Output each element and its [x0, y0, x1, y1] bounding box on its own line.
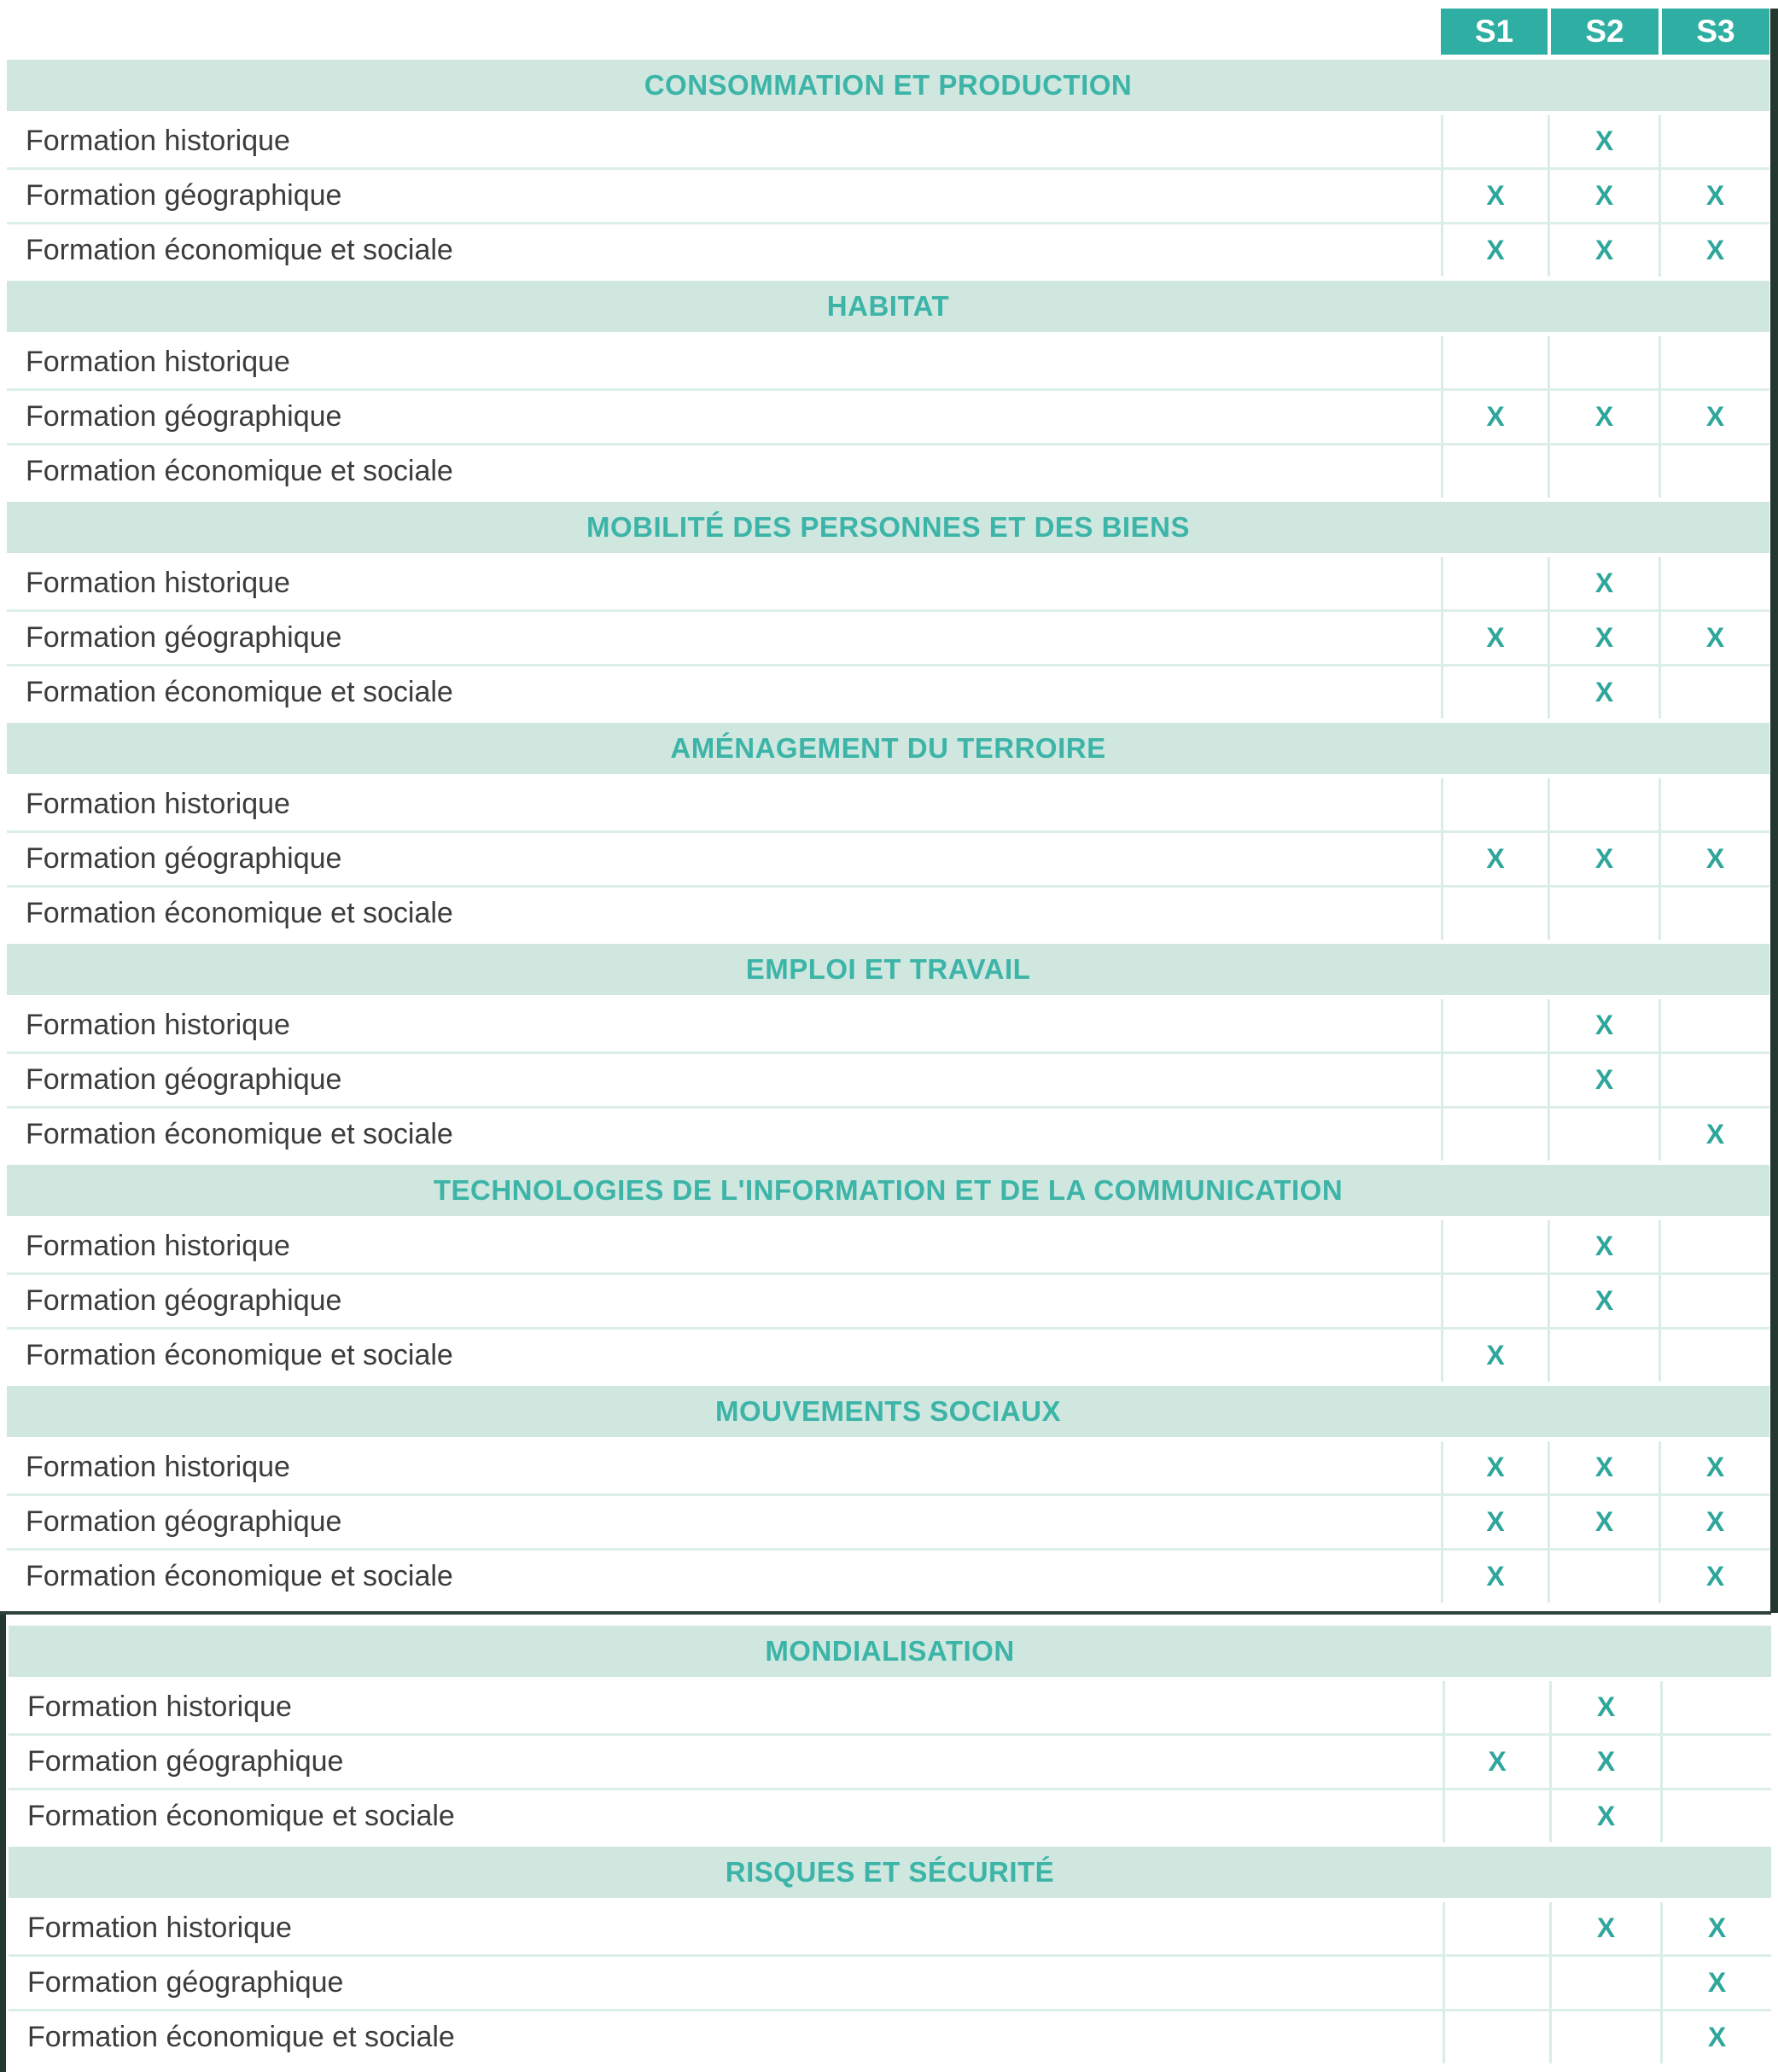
mark-cell: X [1658, 224, 1769, 276]
mark-cell: X [1441, 1441, 1548, 1493]
row-label: Formation historique [26, 125, 290, 157]
mark-cell: X [1548, 1275, 1658, 1327]
row-label: Formation historique [26, 1230, 290, 1262]
row-label: Formation géographique [27, 1966, 344, 1999]
table-row [7, 1441, 1769, 1493]
row-label: Formation historique [26, 1451, 290, 1483]
mark-cell [1658, 999, 1769, 1051]
mark-cell: X [1660, 1902, 1771, 1954]
section-rows [7, 557, 1769, 719]
mark-cell [1658, 557, 1769, 609]
table-part-top [7, 9, 1769, 1603]
row-label: Formation géographique [26, 842, 342, 875]
mark-cell [1549, 1957, 1660, 2009]
table-row [7, 443, 1769, 498]
section-header: TECHNOLOGIES DE L'INFORMATION ET DE LA COMMUNICATION [7, 1165, 1769, 1216]
theme-section [9, 1626, 1771, 1842]
table-row [7, 1327, 1769, 1382]
table-row [7, 1051, 1769, 1106]
mark-cell: X [1548, 999, 1658, 1051]
mark-cell: X [1548, 666, 1658, 719]
row-label: Formation économique et sociale [26, 676, 453, 708]
section-header: EMPLOI ET TRAVAIL [7, 944, 1769, 995]
theme-section [7, 60, 1769, 276]
row-label: Formation économique et sociale [26, 1560, 453, 1592]
mark-cell [1658, 888, 1769, 940]
row-label: Formation historique [26, 567, 290, 599]
column-header-s3: S3 [1658, 9, 1769, 55]
mark-cell: X [1658, 170, 1769, 222]
section-rows [7, 115, 1769, 276]
table-row [9, 1681, 1771, 1733]
theme-section [7, 944, 1769, 1161]
row-label: Formation historique [27, 1912, 292, 1944]
mark-cell: X [1441, 224, 1548, 276]
table-row [9, 1902, 1771, 1954]
row-label: Formation historique [26, 346, 290, 378]
mark-cell: X [1548, 1441, 1658, 1493]
mark-cell: X [1548, 1220, 1658, 1272]
table-row [7, 336, 1769, 388]
row-label: Formation économique et sociale [27, 2021, 455, 2053]
theme-section [7, 723, 1769, 940]
mark-cell: X [1658, 833, 1769, 885]
mark-cell [1548, 445, 1658, 498]
mark-cell [1658, 666, 1769, 719]
mark-cell: X [1441, 1496, 1548, 1548]
section-rows [7, 778, 1769, 940]
mark-cell: X [1548, 1496, 1658, 1548]
mark-cell: X [1548, 1054, 1658, 1106]
mark-cell [1660, 1736, 1771, 1788]
mark-cell: X [1441, 170, 1548, 222]
mark-cell [1548, 1330, 1658, 1382]
mark-cell [1549, 2011, 1660, 2063]
row-label: Formation géographique [26, 1063, 342, 1096]
mark-cell [1443, 1957, 1549, 2009]
table-row [7, 999, 1769, 1051]
theme-section [7, 502, 1769, 719]
mark-cell: X [1441, 1551, 1548, 1603]
mark-cell [1443, 1790, 1549, 1842]
mark-cell [1658, 1054, 1769, 1106]
section-rows [9, 1681, 1771, 1842]
section-header: MOBILITÉ DES PERSONNES ET DES BIENS [7, 502, 1769, 553]
section-rows [9, 1902, 1771, 2063]
table-row [7, 222, 1769, 276]
mark-cell [1443, 1902, 1549, 1954]
section-header: CONSOMMATION ET PRODUCTION [7, 60, 1769, 111]
theme-section [7, 1165, 1769, 1382]
mark-cell [1443, 1681, 1549, 1733]
table-row [7, 115, 1769, 167]
mark-cell: X [1658, 612, 1769, 664]
mark-cell [1548, 1551, 1658, 1603]
mark-cell [1658, 1330, 1769, 1382]
section-header: MONDIALISATION [9, 1626, 1771, 1677]
mark-cell [1441, 1275, 1548, 1327]
table-row [7, 664, 1769, 719]
mark-cell [1658, 336, 1769, 388]
table-row [9, 1788, 1771, 1842]
column-header-s2: S2 [1548, 9, 1658, 55]
mark-cell [1658, 778, 1769, 830]
row-label: Formation économique et sociale [26, 234, 453, 266]
mark-cell: X [1548, 115, 1658, 167]
mark-cell [1548, 778, 1658, 830]
row-label: Formation économique et sociale [26, 1118, 453, 1150]
mark-cell: X [1548, 557, 1658, 609]
mark-cell [1658, 115, 1769, 167]
mark-cell [1441, 1220, 1548, 1272]
right-edge-border [1770, 9, 1778, 1613]
mark-cell [1658, 1275, 1769, 1327]
column-header-row [7, 9, 1769, 55]
left-edge-border [0, 1615, 6, 2072]
table-row [7, 885, 1769, 940]
row-label: Formation historique [26, 1009, 290, 1041]
row-label: Formation géographique [26, 621, 342, 654]
mark-cell [1441, 445, 1548, 498]
mark-cell [1441, 999, 1548, 1051]
mark-cell [1443, 2011, 1549, 2063]
table-row [7, 778, 1769, 830]
mark-cell [1441, 557, 1548, 609]
section-header: MOUVEMENTS SOCIAUX [7, 1386, 1769, 1437]
table-row [7, 1493, 1769, 1548]
section-rows [7, 999, 1769, 1161]
table-row [7, 1272, 1769, 1327]
table-row [9, 1954, 1771, 2009]
row-label: Formation géographique [26, 1284, 342, 1317]
mark-cell [1441, 778, 1548, 830]
theme-section [9, 1847, 1771, 2063]
column-header-s1: S1 [1441, 9, 1548, 55]
table-row [9, 1733, 1771, 1788]
mark-cell: X [1441, 1330, 1548, 1382]
mark-cell [1548, 336, 1658, 388]
mark-cell: X [1548, 224, 1658, 276]
section-rows [7, 1220, 1769, 1382]
mark-cell: X [1548, 833, 1658, 885]
table-row [7, 1548, 1769, 1603]
table-row [7, 1106, 1769, 1161]
section-header: RISQUES ET SÉCURITÉ [9, 1847, 1771, 1898]
mark-cell: X [1658, 1551, 1769, 1603]
mark-cell: X [1549, 1736, 1660, 1788]
table-row [9, 2009, 1771, 2063]
row-label: Formation économique et sociale [27, 1800, 455, 1832]
table-row [7, 1220, 1769, 1272]
theme-section [7, 1386, 1769, 1603]
table-row [7, 609, 1769, 664]
screenshot-seam-line [0, 1611, 1771, 1615]
mark-cell: X [1549, 1790, 1660, 1842]
row-label: Formation économique et sociale [26, 455, 453, 487]
mark-cell [1441, 666, 1548, 719]
theme-section [7, 281, 1769, 498]
section-header: AMÉNAGEMENT DU TERROIRE [7, 723, 1769, 774]
section-rows [7, 1441, 1769, 1603]
mark-cell: X [1549, 1902, 1660, 1954]
mark-cell: X [1658, 1109, 1769, 1161]
mark-cell: X [1660, 2011, 1771, 2063]
table-part-bottom [9, 1621, 1771, 2063]
mark-cell [1548, 1109, 1658, 1161]
mark-cell: X [1658, 391, 1769, 443]
mark-cell: X [1549, 1681, 1660, 1733]
mark-cell: X [1658, 1496, 1769, 1548]
mark-cell: X [1548, 612, 1658, 664]
mark-cell [1548, 888, 1658, 940]
mark-cell: X [1660, 1957, 1771, 2009]
mark-cell: X [1443, 1736, 1549, 1788]
row-label: Formation historique [26, 788, 290, 820]
mark-cell: X [1441, 833, 1548, 885]
table-row [7, 830, 1769, 885]
table-row [7, 388, 1769, 443]
mark-cell [1441, 115, 1548, 167]
table-row [7, 557, 1769, 609]
section-rows [7, 336, 1769, 498]
mark-cell [1660, 1681, 1771, 1733]
mark-cell [1441, 1109, 1548, 1161]
table-row [7, 167, 1769, 222]
column-header-spacer [7, 9, 1441, 55]
row-label: Formation géographique [26, 179, 342, 212]
mark-cell: X [1441, 391, 1548, 443]
mark-cell [1658, 1220, 1769, 1272]
row-label: Formation géographique [27, 1745, 344, 1778]
row-label: Formation historique [27, 1691, 292, 1723]
mark-cell: X [1658, 1441, 1769, 1493]
row-label: Formation géographique [26, 400, 342, 433]
mark-cell [1658, 445, 1769, 498]
row-label: Formation économique et sociale [26, 897, 453, 929]
mark-cell [1441, 336, 1548, 388]
mark-cell: X [1441, 612, 1548, 664]
row-label: Formation économique et sociale [26, 1339, 453, 1371]
mark-cell: X [1548, 391, 1658, 443]
mark-cell [1441, 1054, 1548, 1106]
mark-cell [1660, 1790, 1771, 1842]
mark-cell: X [1548, 170, 1658, 222]
mark-cell [1441, 888, 1548, 940]
section-header: HABITAT [7, 281, 1769, 332]
row-label: Formation géographique [26, 1505, 342, 1538]
